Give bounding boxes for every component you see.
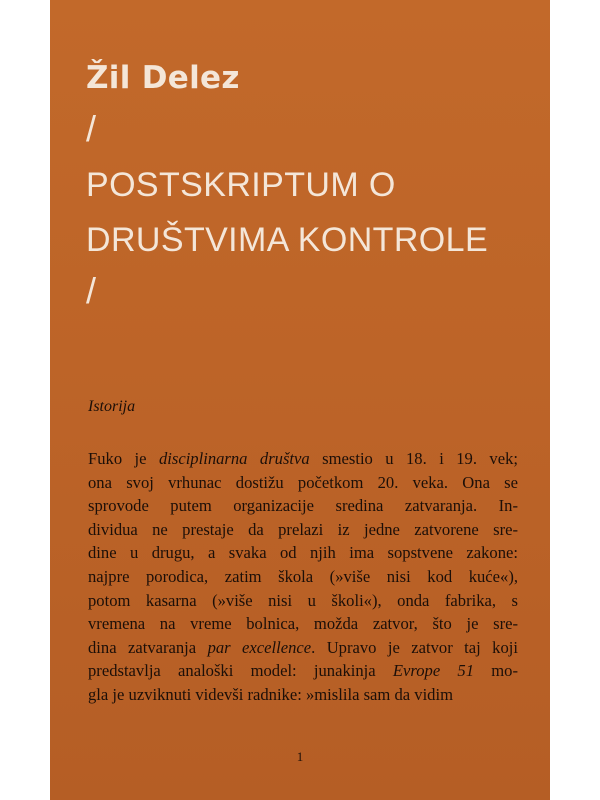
body-line: Fuko je disciplinarna društva smestio u 18. i 19. vek; (88, 449, 518, 468)
body-line: predstavlja analoški model: junakinja Evrope 51 mo- (88, 661, 518, 681)
title-separator-bottom: / (86, 270, 97, 311)
title-line-2: DRUŠTVIMA KONTROLE (86, 221, 489, 259)
body-line: vremena na vreme bolnica, možda zatvor, što je sre- (88, 614, 518, 634)
body-line: gla je uzviknuti videvši radnike: »mislila sam da vidim (88, 684, 453, 704)
section-heading: Istorija (88, 398, 136, 415)
body-line: dina zatvaranja par excellence. Upravo je zatvor taj koji (88, 637, 518, 657)
body-line: ona svoj vrhunac dostižu početkom 20. veka. Ona se (88, 472, 518, 492)
title-line-1: POSTSKRIPTUM O (86, 166, 396, 204)
page-number: 1 (296, 749, 304, 764)
title-separator-top: / (86, 108, 97, 149)
body-line: najpre porodica, zatim škola (»više nisi kod kuće«), (88, 566, 518, 586)
body-line: potom kasarna (»više nisi u školi«), onda fabrika, s (88, 590, 518, 610)
body-line: dine u drugu, a svaka od njih ima sopstvene zakone: (88, 543, 518, 563)
author-name: Žil Delez (86, 60, 240, 96)
body-text (88, 447, 518, 707)
book-page (50, 0, 550, 800)
body-line: dividua ne prestaje da prelazi iz jedne zatvorene sre- (88, 519, 518, 539)
body-line: sprovode putem organizacije sredina zatvaranja. In- (88, 496, 518, 516)
